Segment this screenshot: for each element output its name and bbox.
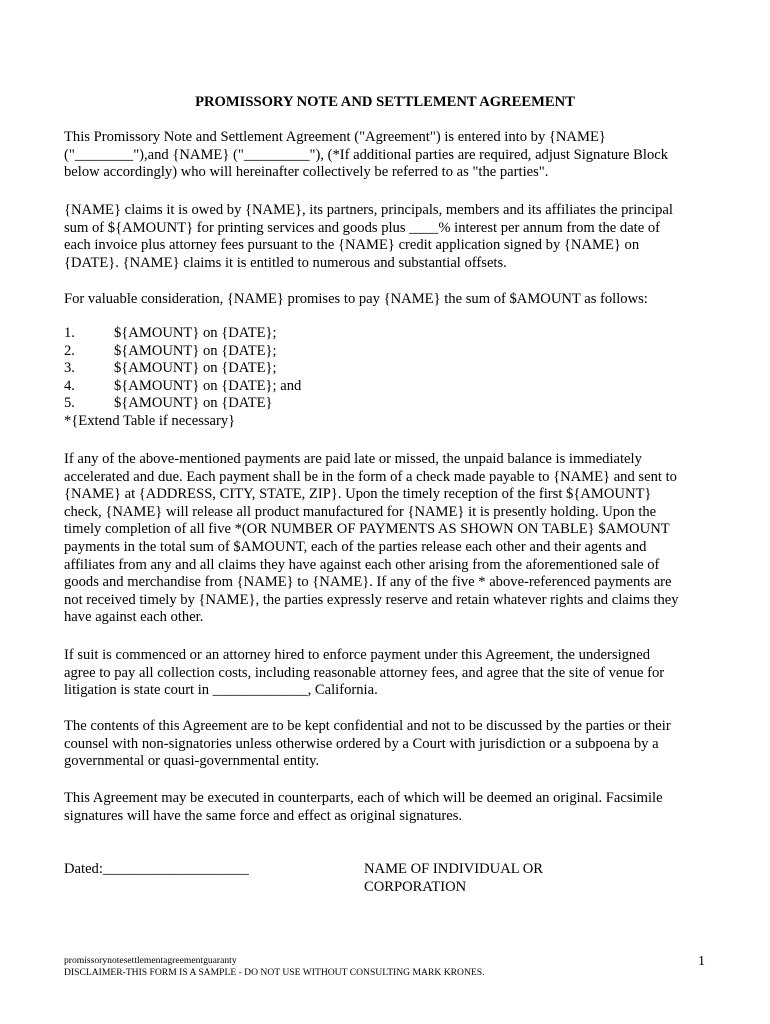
suit-line: agree to pay all collection costs, including reasonable attorney fees, and agree that the site of venue for bbox=[64, 664, 665, 681]
signatory-name-block bbox=[364, 861, 543, 896]
counterparts-paragraph bbox=[64, 790, 714, 825]
claims-line: {NAME} claims it is owed by {NAME}, its partners, principals, members and its affiliates the principal bbox=[64, 202, 673, 218]
late-payment-line: timely completion of all five *(OR NUMBER OF PAYMENTS AS SHOWN ON TABLE} $AMOUNT bbox=[64, 521, 670, 538]
payment-number: 3. bbox=[64, 360, 75, 377]
late-payment-line: payments in the total sum of $AMOUNT, each of the parties release each other and their agents and bbox=[64, 538, 647, 555]
list-item bbox=[64, 395, 301, 413]
suit-line: litigation is state court in _____________, California. bbox=[64, 682, 378, 699]
late-payment-line: goods and merchandise from {NAME} to {NAME}. If any of the five * above-referenced payments are bbox=[64, 574, 672, 591]
list-item bbox=[64, 325, 301, 343]
list-item bbox=[64, 343, 301, 361]
extend-table-note: *{Extend Table if necessary} bbox=[64, 412, 236, 429]
late-payment-line: not received timely by {NAME}, the parties expressly reserve and retain whatever rights and claims they bbox=[64, 591, 679, 608]
suit-line: If suit is commenced or an attorney hired to enforce payment under this Agreement, the undersigned bbox=[64, 647, 650, 663]
dated-field: Dated:____________________ bbox=[64, 861, 249, 877]
intro-line: This Promissory Note and Settlement Agreement ("Agreement") is entered into by {NAME} bbox=[64, 129, 606, 145]
late-payment-line: affiliates from any and all claims they have against each other arising from the aforementioned sale of bbox=[64, 556, 660, 573]
list-item bbox=[64, 360, 301, 378]
confidential-line: The contents of this Agreement are to be kept confidential and not to be discussed by the parties or their bbox=[64, 718, 671, 734]
consideration-line: For valuable consideration, {NAME} promises to pay {NAME} the sum of $AMOUNT as follows: bbox=[64, 291, 648, 307]
payment-text: ${AMOUNT} on {DATE}; bbox=[114, 360, 277, 377]
confidential-paragraph bbox=[64, 718, 714, 771]
intro-paragraph bbox=[64, 129, 714, 182]
footer-disclaimer: DISCLAIMER-THIS FORM IS A SAMPLE - DO NOT USE WITHOUT CONSULTING MARK KRONES. bbox=[64, 966, 485, 978]
page-number: 1 bbox=[698, 954, 705, 969]
payment-schedule bbox=[64, 325, 301, 431]
payment-text: ${AMOUNT} on {DATE}; and bbox=[114, 377, 302, 394]
late-payment-line: {NAME} at {ADDRESS, CITY, STATE, ZIP}. Upon the timely reception of the first ${AMOUNT} bbox=[64, 486, 652, 503]
confidential-line: counsel with non-signatories unless otherwise ordered by a Court with jurisdiction or a subpoena by a bbox=[64, 735, 659, 752]
late-payment-paragraph bbox=[64, 451, 714, 627]
payment-number: 1. bbox=[64, 325, 75, 341]
claims-paragraph bbox=[64, 202, 714, 272]
confidential-line: governmental or quasi-governmental entity. bbox=[64, 753, 320, 770]
signatory-name-line: CORPORATION bbox=[364, 878, 467, 895]
counterparts-line: signatures will have the same force and effect as original signatures. bbox=[64, 807, 463, 824]
payment-number: 5. bbox=[64, 395, 75, 412]
page-footer bbox=[64, 955, 484, 978]
consideration-paragraph bbox=[64, 291, 714, 309]
payment-text: ${AMOUNT} on {DATE}; bbox=[114, 325, 277, 341]
claims-line: {DATE}. {NAME} claims it is entitled to numerous and substantial offsets. bbox=[64, 254, 507, 271]
late-payment-line: have against each other. bbox=[64, 609, 204, 626]
claims-line: each invoice plus attorney fees pursuant to the {NAME} credit application signed by {NAME} on bbox=[64, 237, 640, 254]
payment-number: 2. bbox=[64, 342, 75, 359]
list-item bbox=[64, 378, 301, 396]
signatory-name-line: NAME OF INDIVIDUAL OR bbox=[364, 861, 544, 877]
late-payment-line: If any of the above-mentioned payments are paid late or missed, the unpaid balance is immediately bbox=[64, 451, 642, 467]
claims-line: sum of ${AMOUNT} for printing services and goods plus ____% interest per annum from the date of bbox=[64, 219, 661, 236]
late-payment-line: check, {NAME} will release all product manufactured for {NAME} it is presently holding. Upon the bbox=[64, 503, 657, 520]
intro-line: ("________"),and {NAME} ("_________"), (*If additional parties are required, adjust Signature Block bbox=[64, 146, 669, 163]
document-title: PROMISSORY NOTE AND SETTLEMENT AGREEMENT bbox=[195, 94, 575, 110]
footer-filename: promissorynotesettlementagreementguaranty bbox=[64, 955, 237, 966]
counterparts-line: This Agreement may be executed in counterparts, each of which will be deemed an original. Facsimile bbox=[64, 790, 663, 806]
suit-paragraph bbox=[64, 647, 714, 700]
late-payment-line: accelerated and due. Each payment shall be in the form of a check made payable to {NAME} and sent to bbox=[64, 468, 677, 485]
payment-text: ${AMOUNT} on {DATE} bbox=[114, 395, 273, 412]
payment-number: 4. bbox=[64, 377, 75, 394]
intro-line: below accordingly) who will hereinafter collectively be referred to as "the parties". bbox=[64, 164, 549, 181]
payment-text: ${AMOUNT} on {DATE}; bbox=[114, 342, 277, 359]
